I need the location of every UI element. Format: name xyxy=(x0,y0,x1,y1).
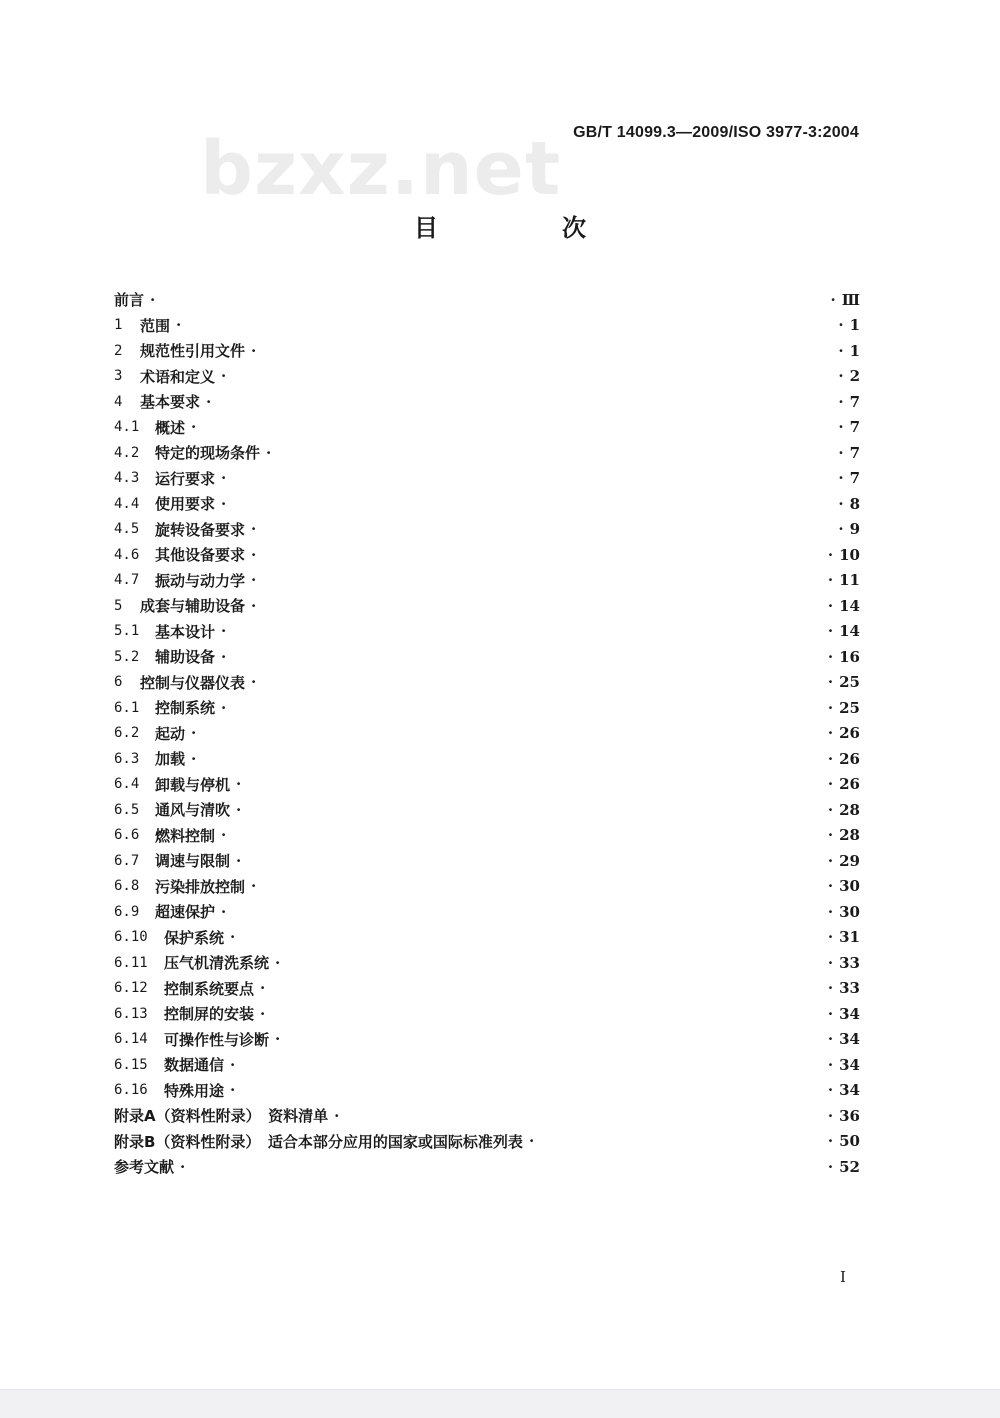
toc-entry-number: 4 xyxy=(114,393,123,410)
leader-dot: · xyxy=(827,826,834,845)
toc-entry[interactable] xyxy=(114,950,860,976)
leader-dot: · xyxy=(827,953,834,972)
toc-entry[interactable] xyxy=(114,797,860,823)
toc-entry-label: 其他设备要求 xyxy=(155,546,246,565)
toc-entry-page: 25 xyxy=(839,673,860,692)
toc-entry-label: 控制系统 xyxy=(155,699,216,718)
toc-entry-page: 36 xyxy=(839,1106,860,1125)
leader-dot: · xyxy=(827,1081,834,1100)
toc-entry-number: 6.11 xyxy=(114,954,148,971)
toc-entry-label: 控制屏的安装 xyxy=(164,1005,255,1024)
toc-entry-label: 控制系统要点 xyxy=(164,979,255,998)
leader-dot: · xyxy=(221,902,227,921)
toc-entry-page: 52 xyxy=(839,1157,860,1176)
table-of-contents xyxy=(114,287,860,1180)
toc-entry-number: 6.13 xyxy=(114,1005,148,1022)
page-number: I xyxy=(840,1268,846,1286)
toc-entry[interactable] xyxy=(114,925,860,951)
toc-entry-number: 6.16 xyxy=(114,1082,148,1099)
toc-entry-label: 旋转设备要求 xyxy=(155,520,246,539)
toc-entry-label: 污染排放控制 xyxy=(155,877,246,896)
leader-dot: · xyxy=(236,800,242,819)
leader-dot: · xyxy=(251,571,257,590)
toc-entry-label: 术语和定义 xyxy=(140,367,216,386)
leader-dot: · xyxy=(191,418,197,437)
leader-dot: · xyxy=(827,698,834,717)
toc-entry[interactable] xyxy=(114,1154,860,1180)
leader-dot: · xyxy=(266,443,272,462)
toc-entry-page: 7 xyxy=(849,392,860,411)
leader-dot: · xyxy=(191,724,197,743)
toc-entry-page: 25 xyxy=(839,698,860,717)
toc-entry[interactable] xyxy=(114,823,860,849)
leader-dot: · xyxy=(180,1157,186,1176)
toc-entry-label: 控制与仪器仪表 xyxy=(140,673,246,692)
toc-entry-page: 34 xyxy=(839,1081,860,1100)
leader-dot: · xyxy=(827,800,834,819)
toc-entry-label: 起动 xyxy=(155,724,186,743)
toc-entry-page: Ⅲ xyxy=(841,290,860,309)
leader-dot: · xyxy=(827,979,834,998)
leader-dot: · xyxy=(251,673,257,692)
toc-entry-page: 33 xyxy=(839,979,860,998)
standard-code: GB/T 14099.3—2009/ISO 3977-3:2004 xyxy=(573,124,859,141)
leader-dot: · xyxy=(230,1055,236,1074)
leader-dot: · xyxy=(827,673,834,692)
leader-dot: · xyxy=(838,316,844,335)
leader-dot: · xyxy=(827,622,834,641)
toc-entry-label: 振动与动力学 xyxy=(155,571,246,590)
toc-entry[interactable] xyxy=(114,287,860,313)
toc-entry-number: 6.8 xyxy=(114,878,140,895)
toc-entry[interactable] xyxy=(114,695,860,721)
toc-entry-label: 卸载与停机 xyxy=(155,775,231,794)
leader-dot: · xyxy=(236,775,242,794)
leader-dot: · xyxy=(827,928,834,947)
toc-entry[interactable] xyxy=(114,746,860,772)
leader-dot: · xyxy=(827,1106,834,1125)
leader-dot: · xyxy=(838,367,844,386)
toc-entry-label: 附录A（资料性附录） 资料清单 xyxy=(114,1107,329,1126)
leader-dot: · xyxy=(838,469,844,488)
toc-entry[interactable] xyxy=(114,899,860,925)
toc-entry[interactable] xyxy=(114,542,860,568)
toc-entry-number: 1 xyxy=(114,317,123,334)
leader-dot: · xyxy=(827,596,834,615)
leader-dot: · xyxy=(827,1132,834,1151)
leader-dot: · xyxy=(251,877,257,896)
toc-entry-page: 30 xyxy=(839,877,860,896)
page-title: 目 次 xyxy=(414,214,636,242)
toc-entry-page: 33 xyxy=(839,953,860,972)
leader-dot: · xyxy=(221,647,227,666)
toc-entry[interactable] xyxy=(114,338,860,364)
leader-dot: · xyxy=(251,545,257,564)
toc-entry-label: 通风与清吹 xyxy=(155,801,231,820)
leader-dot: · xyxy=(251,596,257,615)
leader-dot: · xyxy=(827,749,834,768)
toc-entry[interactable] xyxy=(114,670,860,696)
toc-entry[interactable] xyxy=(114,644,860,670)
toc-entry[interactable] xyxy=(114,593,860,619)
leader-dot: · xyxy=(221,698,227,717)
leader-dot: · xyxy=(838,418,844,437)
toc-entry[interactable] xyxy=(114,491,860,517)
toc-entry-page: 7 xyxy=(849,443,860,462)
toc-entry-label: 可操作性与诊断 xyxy=(164,1030,270,1049)
toc-entry-number: 3 xyxy=(114,368,123,385)
leader-dot: · xyxy=(838,520,844,539)
toc-entry-page: 26 xyxy=(839,775,860,794)
leader-dot: · xyxy=(221,622,227,641)
leader-dot: · xyxy=(230,1081,236,1100)
leader-dot: · xyxy=(827,1030,834,1049)
toc-entry-page: 10 xyxy=(839,545,860,564)
toc-entry[interactable] xyxy=(114,874,860,900)
toc-entry-number: 6.1 xyxy=(114,699,140,716)
toc-entry[interactable] xyxy=(114,440,860,466)
leader-dot: · xyxy=(827,1004,834,1023)
toc-entry-page: 31 xyxy=(839,928,860,947)
toc-entry-page: 28 xyxy=(839,800,860,819)
toc-entry-number: 4.4 xyxy=(114,495,140,512)
toc-entry-label: 燃料控制 xyxy=(155,826,216,845)
toc-entry[interactable] xyxy=(114,415,860,441)
toc-entry[interactable] xyxy=(114,1078,860,1104)
toc-entry-page: 26 xyxy=(839,749,860,768)
toc-entry-page: 9 xyxy=(849,520,860,539)
toc-entry-page: 7 xyxy=(849,469,860,488)
leader-dot: · xyxy=(206,392,212,411)
toc-entry[interactable] xyxy=(114,1103,860,1129)
toc-entry-label: 运行要求 xyxy=(155,469,216,488)
leader-dot: · xyxy=(827,877,834,896)
toc-entry-page: 28 xyxy=(839,826,860,845)
toc-entry-label: 辅助设备 xyxy=(155,648,216,667)
toc-entry[interactable] xyxy=(114,568,860,594)
toc-entry-page: 1 xyxy=(849,341,860,360)
toc-entry-number: 6 xyxy=(114,674,123,691)
toc-entry-label: 保护系统 xyxy=(164,928,225,947)
toc-entry-label: 调速与限制 xyxy=(155,852,231,871)
toc-entry-page: 30 xyxy=(839,902,860,921)
toc-entry-number: 6.10 xyxy=(114,929,148,946)
leader-dot: · xyxy=(528,1132,535,1151)
toc-entry[interactable] xyxy=(114,1027,860,1053)
leader-dot: · xyxy=(827,851,834,870)
leader-dot: · xyxy=(275,1030,281,1049)
toc-entry-page: 1 xyxy=(849,316,860,335)
toc-entry[interactable] xyxy=(114,517,860,543)
leader-dot: · xyxy=(334,1106,340,1125)
toc-entry-number: 6.3 xyxy=(114,750,140,767)
toc-entry[interactable] xyxy=(114,1052,860,1078)
toc-entry-number: 5 xyxy=(114,597,123,614)
toc-entry-page: 11 xyxy=(839,571,860,590)
toc-entry-number: 5.2 xyxy=(114,648,140,665)
toc-entry-page: 14 xyxy=(839,596,860,615)
toc-entry[interactable] xyxy=(114,772,860,798)
leader-dot: · xyxy=(838,494,844,513)
toc-entry-label: 数据通信 xyxy=(164,1056,225,1075)
toc-entry-page: 7 xyxy=(849,418,860,437)
toc-entry-number: 6.5 xyxy=(114,801,140,818)
toc-entry-number: 6.14 xyxy=(114,1031,148,1048)
toc-entry-number: 6.12 xyxy=(114,980,148,997)
toc-entry-page: 29 xyxy=(839,851,860,870)
leader-dot: · xyxy=(176,316,182,335)
toc-entry-number: 5.1 xyxy=(114,623,140,640)
toc-entry-label: 特殊用途 xyxy=(164,1081,225,1100)
toc-entry[interactable] xyxy=(114,389,860,415)
leader-dot: · xyxy=(221,494,227,513)
toc-entry-number: 6.6 xyxy=(114,827,140,844)
toc-entry-number: 4.3 xyxy=(114,470,140,487)
toc-entry-page: 26 xyxy=(839,724,860,743)
toc-entry[interactable] xyxy=(114,466,860,492)
toc-entry-number: 4.1 xyxy=(114,419,140,436)
toc-entry-label: 规范性引用文件 xyxy=(140,342,246,361)
leader-dot: · xyxy=(827,1157,834,1176)
toc-entry-page: 16 xyxy=(839,647,860,666)
toc-entry-page: 34 xyxy=(839,1004,860,1023)
toc-entry-label: 附录B（资料性附录） 适合本部分应用的国家或国际标准列表 xyxy=(114,1132,523,1151)
leader-dot: · xyxy=(827,902,834,921)
toc-entry-page: 8 xyxy=(849,494,860,513)
leader-dot: · xyxy=(221,469,227,488)
leader-dot: · xyxy=(221,367,227,386)
leader-dot: · xyxy=(827,647,834,666)
toc-entry[interactable] xyxy=(114,364,860,390)
leader-dot: · xyxy=(830,290,836,309)
leader-dot: · xyxy=(221,826,227,845)
toc-entry-page: 2 xyxy=(849,367,860,386)
leader-dot: · xyxy=(827,571,834,590)
leader-dot: · xyxy=(827,775,834,794)
toc-entry-label: 概述 xyxy=(155,418,186,437)
toc-entry-label: 基本要求 xyxy=(140,393,201,412)
leader-dot: · xyxy=(275,953,281,972)
leader-dot: · xyxy=(230,928,236,947)
toc-entry-page: 50 xyxy=(839,1132,860,1151)
toc-entry-label: 范围 xyxy=(140,316,171,335)
toc-entry-label: 加载 xyxy=(155,750,186,769)
leader-dot: · xyxy=(260,1004,266,1023)
leader-dot: · xyxy=(191,749,197,768)
toc-entry[interactable] xyxy=(114,1129,860,1155)
toc-entry-label: 使用要求 xyxy=(155,495,216,514)
toc-entry-number: 6.7 xyxy=(114,852,140,869)
toc-entry-label: 特定的现场条件 xyxy=(155,444,261,463)
toc-entry-label: 基本设计 xyxy=(155,622,216,641)
toc-entry-number: 4.2 xyxy=(114,444,140,461)
viewer-bottom-bar xyxy=(0,1389,1000,1418)
toc-entry-page: 14 xyxy=(839,622,860,641)
toc-entry[interactable] xyxy=(114,976,860,1002)
leader-dot: · xyxy=(838,341,844,360)
toc-entry-number: 6.9 xyxy=(114,903,140,920)
toc-entry[interactable] xyxy=(114,619,860,645)
toc-entry-page: 34 xyxy=(839,1030,860,1049)
toc-entry[interactable] xyxy=(114,1001,860,1027)
leader-dot: · xyxy=(251,520,257,539)
toc-entry-label: 参考文献 xyxy=(114,1158,175,1177)
toc-entry[interactable] xyxy=(114,721,860,747)
toc-entry-number: 2 xyxy=(114,342,123,359)
toc-entry-label: 超速保护 xyxy=(155,903,216,922)
leader-dot: · xyxy=(838,392,844,411)
leader-dot: · xyxy=(827,1055,834,1074)
toc-entry-label: 压气机清洗系统 xyxy=(164,954,270,973)
leader-dot: · xyxy=(236,851,242,870)
toc-entry-number: 4.5 xyxy=(114,521,140,538)
toc-entry-number: 6.2 xyxy=(114,725,140,742)
toc-entry[interactable] xyxy=(114,848,860,874)
watermark: bzxz.net xyxy=(200,126,562,212)
toc-entry-number: 6.4 xyxy=(114,776,140,793)
leader-dot: · xyxy=(251,341,257,360)
toc-entry-page: 34 xyxy=(839,1055,860,1074)
toc-entry-number: 6.15 xyxy=(114,1056,148,1073)
toc-entry-number: 4.6 xyxy=(114,546,140,563)
toc-entry-label: 前言 xyxy=(114,291,145,310)
toc-entry[interactable] xyxy=(114,313,860,339)
leader-dot: · xyxy=(827,724,834,743)
toc-entry-label: 成套与辅助设备 xyxy=(140,597,246,616)
leader-dot: · xyxy=(827,545,834,564)
leader-dot: · xyxy=(838,443,844,462)
toc-entry-number: 4.7 xyxy=(114,572,140,589)
leader-dot: · xyxy=(150,290,156,309)
leader-dot: · xyxy=(260,979,266,998)
